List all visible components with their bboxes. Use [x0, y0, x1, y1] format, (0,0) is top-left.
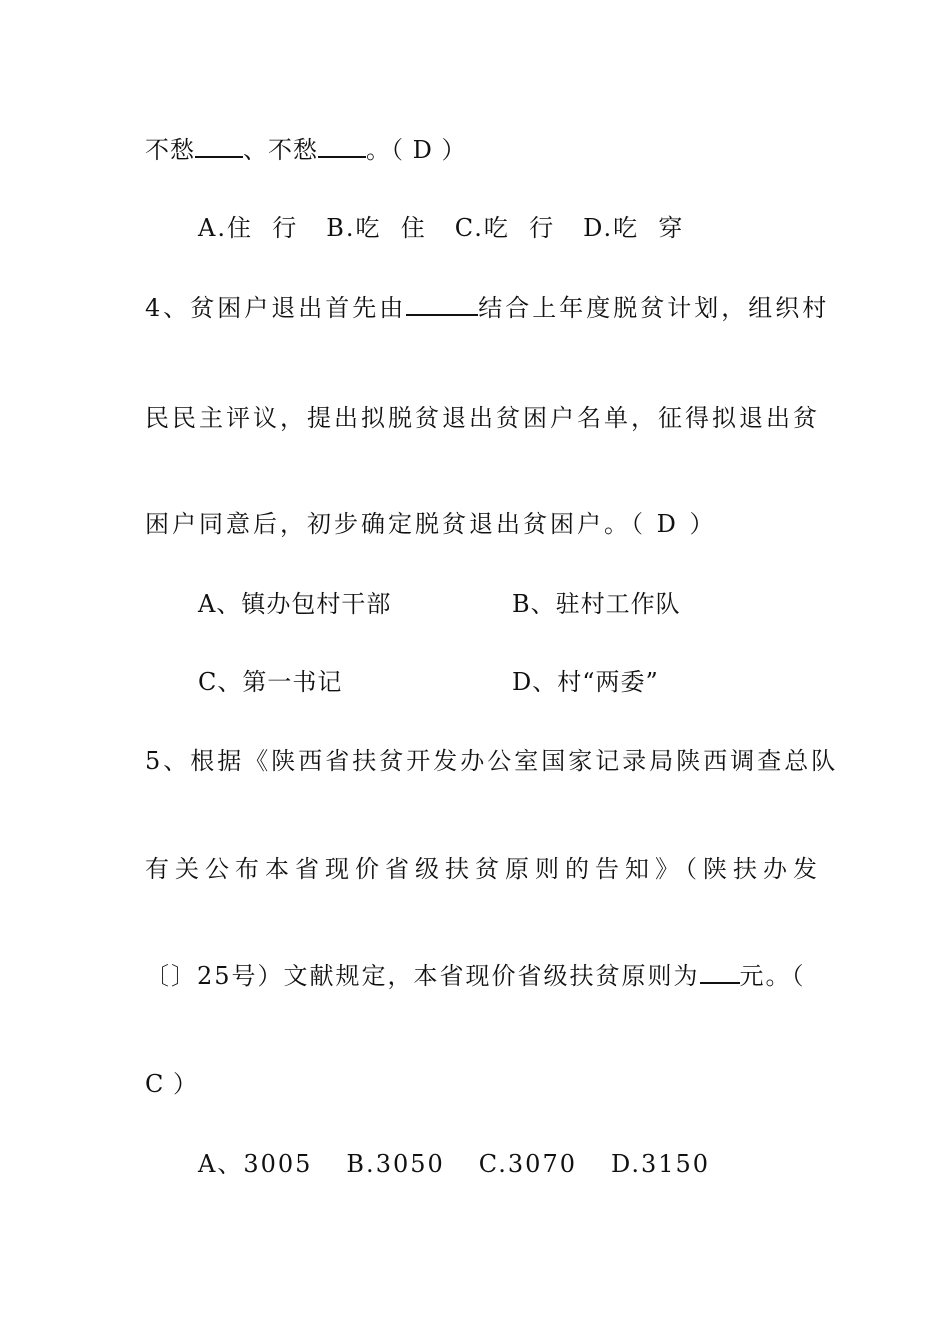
q5-line2-text: 有关公布本省现价省级扶贫原则的告知》（陕扶办发 [145, 855, 823, 883]
q5-line3-start: 〔〕25号）文献规定，本省现价省级扶贫原则为 [145, 962, 700, 990]
q4-line3-text: 困户同意后，初步确定脱贫退出贫困户。（ D ） [145, 510, 717, 538]
q3-question-line [145, 134, 815, 166]
q4-option-d: D、村“两委” [512, 668, 659, 696]
q5-line-2 [145, 853, 823, 885]
q5-line-4 [145, 1068, 815, 1100]
q4-option-a: A、镇办包村干部 [198, 590, 392, 618]
q5-option-c: C.3070 [478, 1150, 577, 1178]
q3-options [198, 212, 868, 244]
q5-line3-end: 元。（ [739, 962, 806, 990]
q3-blank-1 [195, 134, 243, 158]
q5-line1-text: 5、根据《陕西省扶贫开发办公室国家记录局陕西调查总队 [145, 747, 839, 775]
q3-text-part1: 不愁 [145, 136, 195, 164]
q3-text-sep: 、不愁 [243, 136, 318, 164]
q5-line-1 [145, 745, 839, 777]
q3-blank-2 [318, 134, 366, 158]
q3-option-a: A.住 行 [198, 214, 299, 242]
q4-line-3 [145, 508, 815, 540]
q4-line1-start: 4、贫困户退出首先由 [145, 294, 407, 322]
q4-line-2 [145, 402, 820, 434]
q4-line2-text: 民民主评议，提出拟脱贫退出贫困户名单，征得拟退出贫 [145, 404, 820, 432]
q5-line4-text: C ） [145, 1070, 198, 1098]
q4-blank [406, 292, 478, 316]
q4-option-b: B、驻村工作队 [512, 590, 681, 618]
q5-option-d: D.3150 [610, 1150, 711, 1178]
q5-blank [700, 960, 740, 984]
q5-line-3 [145, 960, 815, 992]
q5-option-a: A、3005 [198, 1150, 313, 1178]
q4-line-1 [145, 292, 830, 324]
q5-options [198, 1148, 868, 1180]
q3-option-d: D.吃 穿 [583, 214, 685, 242]
q4-line1-end: 结合上年度脱贫计划，组织村 [478, 294, 830, 322]
q4-option-c: C、第一书记 [198, 668, 343, 696]
q3-option-b: B.吃 住 [326, 214, 427, 242]
q3-option-c: C.吃 行 [454, 214, 556, 242]
q3-text-end: 。（ D ） [366, 136, 467, 164]
q5-option-b: B.3050 [346, 1150, 445, 1178]
